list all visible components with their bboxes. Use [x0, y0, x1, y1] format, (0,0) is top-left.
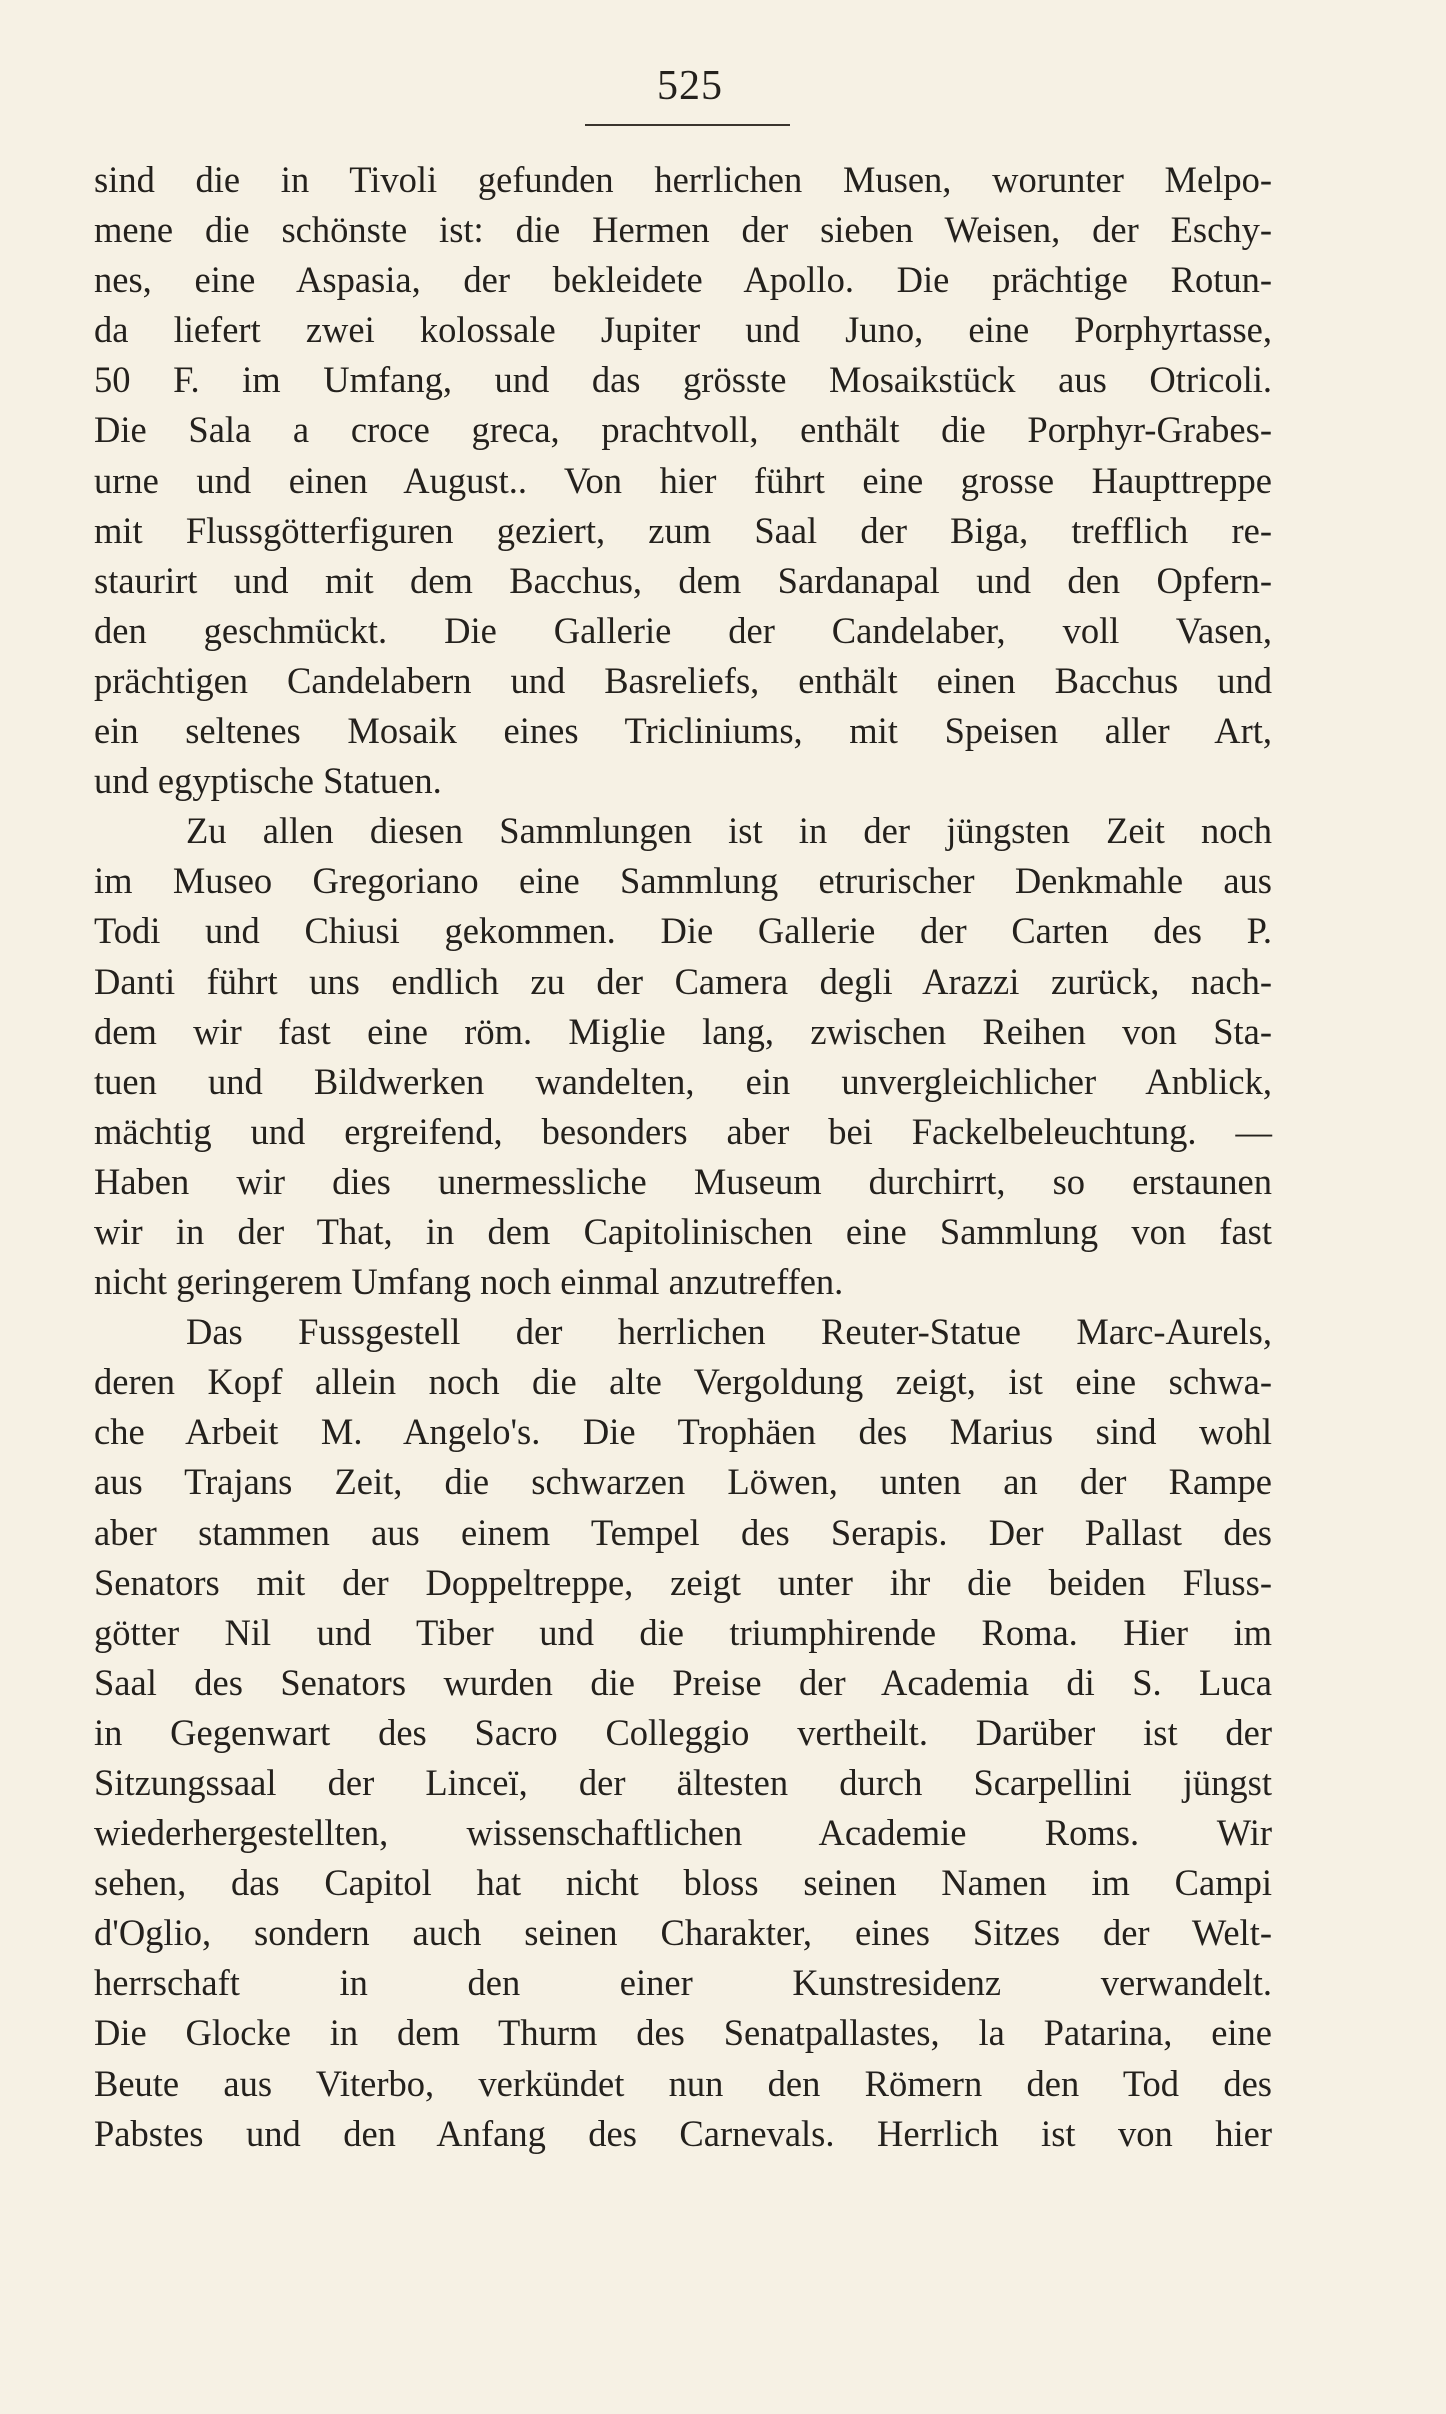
- text-line: mene die schönste ist: die Hermen der sieben Weisen, der Eschy-: [94, 209, 1272, 251]
- text-line: prächtigen Candelabern und Basreliefs, enthält einen Bacchus und: [94, 659, 1272, 701]
- text-line: che Arbeit M. Angelo's. Die Trophäen des Marius sind wohl: [94, 1411, 1272, 1453]
- text-line: Pabstes und den Anfang des Carnevals. Herrlich ist von hier: [94, 2112, 1272, 2154]
- text-line: Senators mit der Doppeltreppe, zeigt unter ihr die beiden Fluss-: [94, 1561, 1272, 1603]
- body-text: [94, 155, 1272, 2159]
- text-line: Zu allen diesen Sammlungen ist in der jüngsten Zeit noch: [186, 810, 1272, 852]
- text-line: Die Sala a croce greca, prachtvoll, enthält die Porphyr-Grabes-: [94, 409, 1272, 451]
- text-line: Sitzungssaal der Linceï, der ältesten durch Scarpellini jüngst: [94, 1762, 1272, 1803]
- text-line: da liefert zwei kolossale Jupiter und Juno, eine Porphyrtasse,: [94, 309, 1272, 351]
- header-rule: [585, 124, 790, 126]
- text-line: deren Kopf allein noch die alte Vergoldung zeigt, ist eine schwa-: [94, 1361, 1272, 1403]
- text-line: Das Fussgestell der herrlichen Reuter-Statue Marc-Aurels,: [186, 1311, 1272, 1353]
- text-line: nicht geringerem Umfang noch einmal anzutreffen.: [94, 1261, 844, 1303]
- text-line: den geschmückt. Die Gallerie der Candelaber, voll Vasen,: [94, 609, 1272, 651]
- text-line: herrschaft in den einer Kunstresidenz verwandelt.: [94, 1962, 1272, 2004]
- text-line: tuen und Bildwerken wandelten, ein unvergleichlicher Anblick,: [94, 1060, 1272, 1102]
- text-line: Danti führt uns endlich zu der Camera degli Arazzi zurück, nach-: [94, 960, 1272, 1002]
- text-line: sind die in Tivoli gefunden herrlichen Musen, worunter Melpo-: [94, 159, 1272, 200]
- text-line: wiederhergestellten, wissenschaftlichen Academie Roms. Wir: [94, 1812, 1272, 1854]
- text-line: in Gegenwart des Sacro Colleggio vertheilt. Darüber ist der: [94, 1711, 1272, 1753]
- text-line: nes, eine Aspasia, der bekleidete Apollo. Die prächtige Rotun-: [94, 259, 1272, 301]
- text-line: götter Nil und Tiber und die triumphirende Roma. Hier im: [94, 1611, 1272, 1653]
- text-line: Todi und Chiusi gekommen. Die Gallerie der Carten des P.: [94, 910, 1272, 952]
- text-line: ein seltenes Mosaik eines Tricliniums, mit Speisen aller Art,: [94, 710, 1272, 752]
- text-line: Saal des Senators wurden die Preise der Academia di S. Luca: [94, 1661, 1272, 1703]
- text-line: und egyptische Statuen.: [94, 760, 442, 802]
- text-line: mit Flussgötterfiguren geziert, zum Saal der Biga, trefflich re-: [94, 509, 1272, 551]
- text-line: mächtig und ergreifend, besonders aber bei Fackelbeleuchtung. —: [94, 1110, 1272, 1152]
- text-line: dem wir fast eine röm. Miglie lang, zwischen Reihen von Sta-: [94, 1010, 1272, 1052]
- text-line: d'Oglio, sondern auch seinen Charakter, eines Sitzes der Welt-: [94, 1912, 1272, 1954]
- text-line: staurirt und mit dem Bacchus, dem Sardanapal und den Opfern-: [94, 559, 1272, 601]
- text-line: Beute aus Viterbo, verkündet nun den Römern den Tod des: [94, 2062, 1272, 2104]
- text-line: Die Glocke in dem Thurm des Senatpallastes, la Patarina, eine: [94, 2012, 1272, 2054]
- text-line: wir in der That, in dem Capitolinischen eine Sammlung von fast: [94, 1210, 1272, 1252]
- text-line: aber stammen aus einem Tempel des Serapis. Der Pallast des: [94, 1511, 1272, 1553]
- text-line: aus Trajans Zeit, die schwarzen Löwen, unten an der Rampe: [94, 1461, 1272, 1503]
- text-line: urne und einen August.. Von hier führt eine grosse Haupttreppe: [94, 459, 1272, 501]
- text-line: Haben wir dies unermessliche Museum durchirrt, so erstaunen: [94, 1160, 1272, 1202]
- text-line: im Museo Gregoriano eine Sammlung etrurischer Denkmahle aus: [94, 860, 1272, 902]
- text-line: sehen, das Capitol hat nicht bloss seinen Namen im Campi: [94, 1862, 1272, 1904]
- text-line: 50 F. im Umfang, und das grösste Mosaikstück aus Otricoli.: [94, 359, 1272, 401]
- page-number: 525: [657, 63, 723, 109]
